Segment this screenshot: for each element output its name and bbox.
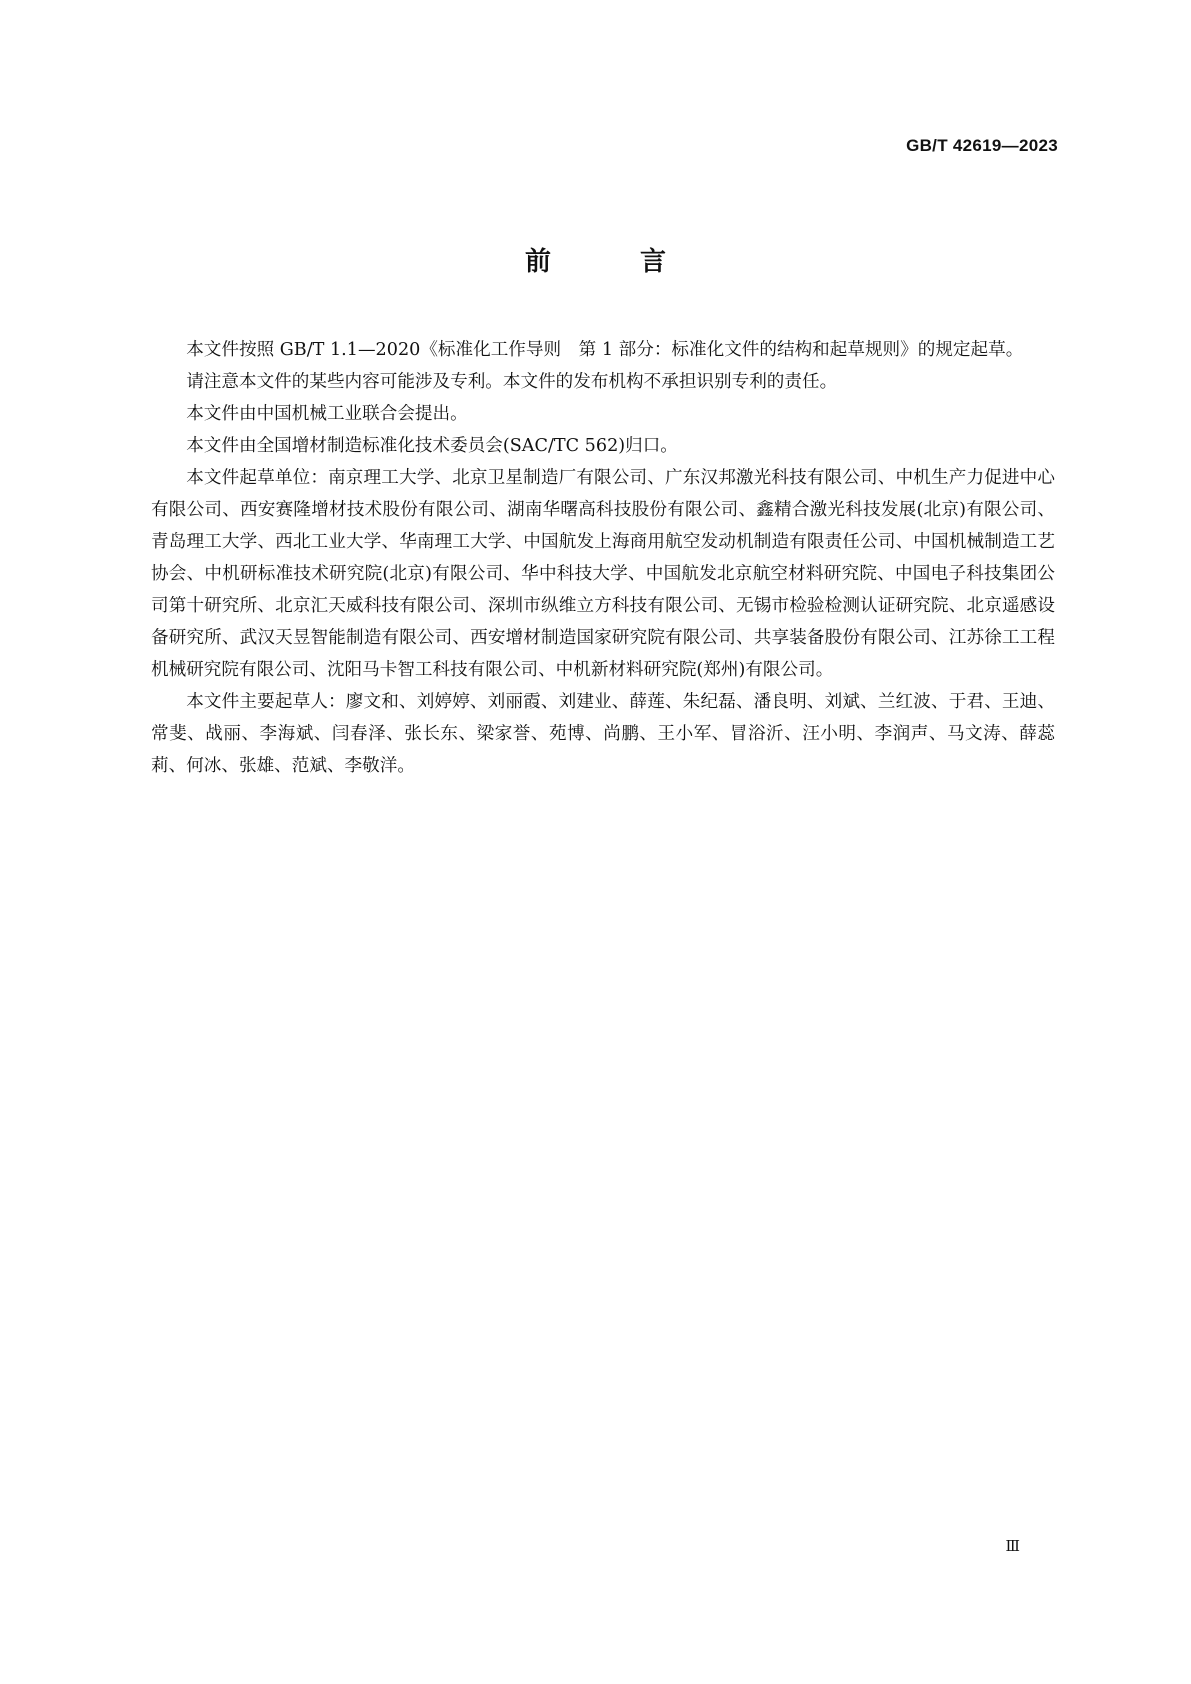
paragraph-main-drafters: 本文件主要起草人：廖文和、刘婷婷、刘丽霞、刘建业、薛莲、朱纪磊、潘良明、刘斌、兰红波、于君、王迪、常斐、战丽、李海斌、闫春泽、张长东、梁家誉、苑博、尚鹏、王小军、冒浴沂、汪小明、李润声、马文涛、薛蕊莉、何冰、张雄、范斌、李敬洋。 — [151, 692, 1055, 776]
paragraph-drafting-units: 本文件起草单位：南京理工大学、北京卫星制造厂有限公司、广东汉邦激光科技有限公司、中机生产力促进中心有限公司、西安赛隆增材技术股份有限公司、湖南华曙高科技股份有限公司、鑫精合激光科技发展(北京)有限公司、青岛理工大学、西北工业大学、华南理工大学、中国航发上海商用航空发动机制造有限责任公司、中国机械制造工艺协会、中机研标准技术研究院(北京)有限公司、华中科技大学、中国航发北京航空材料研究院、中国电子科技集团公司第十研究所、北京汇天威科技有限公司、深圳市纵维立方科技有限公司、无锡市检验检测认证研究院、北京遥感设备研究所、武汉天昱智能制造有限公司、西安增材制造国家研究院有限公司、共享装备股份有限公司、江苏徐工工程机械研究院有限公司、沈阳马卡智工科技有限公司、中机新材料研究院(郑州)有限公司。 — [151, 468, 1055, 680]
paragraph-patent-notice: 请注意本文件的某些内容可能涉及专利。本文件的发布机构不承担识别专利的责任。 — [186, 372, 838, 392]
standard-number: GB/T 42619—2023 — [906, 136, 1058, 155]
page-number: Ⅲ — [1005, 1537, 1020, 1555]
paragraph-technical-committee: 本文件由全国增材制造标准化技术委员会(SAC/TC 562)归口。 — [186, 436, 678, 456]
foreword-body — [151, 334, 1055, 782]
page-title: 前 言 — [524, 247, 707, 277]
paragraph-proposer: 本文件由中国机械工业联合会提出。 — [186, 404, 468, 424]
paragraph-drafting-rules: 本文件按照 GB/T 1.1—2020《标准化工作导则 第 1 部分：标准化文件的结构和起草规则》的规定起草。 — [186, 340, 1024, 360]
